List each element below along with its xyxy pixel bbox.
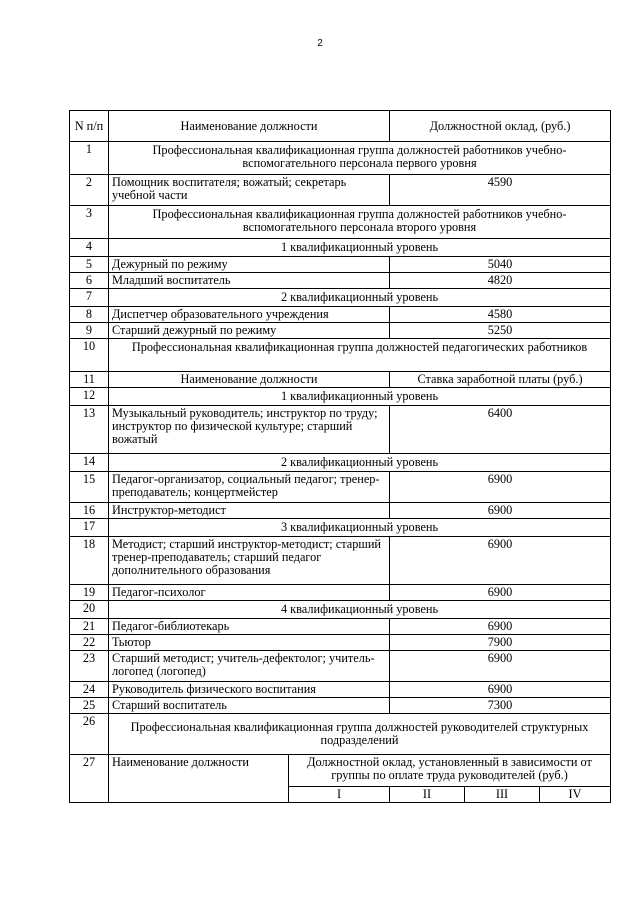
table-row [70, 257, 611, 273]
row-number: 9 [70, 323, 109, 339]
table-row [70, 519, 611, 537]
position-name: Диспетчер образовательного учреждения [109, 307, 390, 323]
group-title: Профессиональная квалификационная группа должностей руководителей структурных подразделений [109, 714, 611, 755]
position-name: Младший воспитатель [109, 273, 390, 289]
salary-value: 5250 [390, 323, 611, 339]
table-row [70, 714, 611, 755]
row-number: 26 [70, 714, 109, 755]
table-row [70, 339, 611, 372]
position-name: Педагог-психолог [109, 585, 390, 601]
salary-value: 4820 [390, 273, 611, 289]
row-number: 6 [70, 273, 109, 289]
salary-value: 6900 [390, 472, 611, 503]
table-header-row [70, 111, 611, 142]
table-row [70, 601, 611, 619]
salary-value: 6900 [390, 537, 611, 585]
salary-value: 6900 [390, 585, 611, 601]
salary-value: 4580 [390, 307, 611, 323]
row-number: 23 [70, 651, 109, 682]
table-row [70, 698, 611, 714]
position-name: Музыкальный руководитель; инструктор по труду; инструктор по физической культуре; старший вожатый [109, 406, 390, 454]
subheader-rate: Ставка заработной платы (руб.) [390, 372, 611, 388]
row-number: 11 [70, 372, 109, 388]
group-title: Профессиональная квалификационная группа должностей педагогических работников [109, 339, 611, 372]
page-number: 2 [317, 38, 323, 49]
subheader-position-name: Наименование должности [109, 755, 289, 803]
row-number: 3 [70, 206, 109, 239]
group-roman-3: III [465, 787, 540, 803]
table-row [70, 142, 611, 175]
row-number: 2 [70, 175, 109, 206]
table-row [70, 537, 611, 585]
table-row [70, 406, 611, 454]
header-salary: Должностной оклад, (руб.) [390, 111, 611, 142]
table-row [70, 619, 611, 635]
table-row [70, 755, 611, 787]
row-number: 18 [70, 537, 109, 585]
table-row [70, 635, 611, 651]
group-roman-4: IV [540, 787, 611, 803]
qualification-level: 4 квалификационный уровень [109, 601, 611, 619]
table-row [70, 585, 611, 601]
qualification-level: 2 квалификационный уровень [109, 454, 611, 472]
group-title: Профессиональная квалификационная группа должностей работников учебно-вспомогательного персонала первого уровня [109, 142, 611, 175]
row-number: 10 [70, 339, 109, 372]
salary-value: 6900 [390, 651, 611, 682]
row-number: 13 [70, 406, 109, 454]
table-row [70, 454, 611, 472]
salary-table [69, 110, 611, 803]
position-name: Педагог-библиотекарь [109, 619, 390, 635]
table-row [70, 472, 611, 503]
position-name: Методист; старший инструктор-методист; старший тренер-преподаватель; старший педагог дополнительного образования [109, 537, 390, 585]
row-number: 12 [70, 388, 109, 406]
row-number: 19 [70, 585, 109, 601]
row-number: 21 [70, 619, 109, 635]
table-row [70, 239, 611, 257]
row-number: 16 [70, 503, 109, 519]
header-position-name: Наименование должности [109, 111, 390, 142]
group-title: Профессиональная квалификационная группа должностей работников учебно-вспомогательного персонала второго уровня [109, 206, 611, 239]
salary-value: 6900 [390, 503, 611, 519]
qualification-level: 1 квалификационный уровень [109, 388, 611, 406]
position-name: Помощник воспитателя; вожатый; секретарь учебной части [109, 175, 390, 206]
qualification-level: 3 квалификационный уровень [109, 519, 611, 537]
group-roman-1: I [289, 787, 390, 803]
table-row [70, 323, 611, 339]
qualification-level: 2 квалификационный уровень [109, 289, 611, 307]
salary-value: 4590 [390, 175, 611, 206]
table-row [70, 651, 611, 682]
subheader-position-name: Наименование должности [109, 372, 390, 388]
table-row [70, 273, 611, 289]
row-number: 17 [70, 519, 109, 537]
row-number: 4 [70, 239, 109, 257]
subheader-salary-by-group: Должностной оклад, установленный в зависимости от группы по оплате труда руководителей (руб.) [289, 755, 611, 787]
position-name: Старший дежурный по режиму [109, 323, 390, 339]
qualification-level: 1 квалификационный уровень [109, 239, 611, 257]
table-row [70, 307, 611, 323]
table-row [70, 388, 611, 406]
header-num: N п/п [70, 111, 109, 142]
salary-value: 7900 [390, 635, 611, 651]
position-name: Руководитель физического воспитания [109, 682, 390, 698]
row-number: 5 [70, 257, 109, 273]
row-number: 20 [70, 601, 109, 619]
row-number: 14 [70, 454, 109, 472]
row-number: 8 [70, 307, 109, 323]
position-name: Тьютор [109, 635, 390, 651]
salary-value: 7300 [390, 698, 611, 714]
position-name: Старший методист; учитель-дефектолог; учитель-логопед (логопед) [109, 651, 390, 682]
row-number: 7 [70, 289, 109, 307]
position-name: Старший воспитатель [109, 698, 390, 714]
position-name: Педагог-организатор, социальный педагог; тренер-преподаватель; концертмейстер [109, 472, 390, 503]
position-name: Дежурный по режиму [109, 257, 390, 273]
salary-value: 6400 [390, 406, 611, 454]
table-row [70, 289, 611, 307]
table-row [70, 682, 611, 698]
table-row [70, 503, 611, 519]
salary-value: 5040 [390, 257, 611, 273]
position-name: Инструктор-методист [109, 503, 390, 519]
salary-value: 6900 [390, 619, 611, 635]
table-row [70, 372, 611, 388]
table-row [70, 206, 611, 239]
row-number: 27 [70, 755, 109, 803]
table-row [70, 175, 611, 206]
row-number: 24 [70, 682, 109, 698]
row-number: 25 [70, 698, 109, 714]
row-number: 22 [70, 635, 109, 651]
row-number: 15 [70, 472, 109, 503]
salary-value: 6900 [390, 682, 611, 698]
row-number: 1 [70, 142, 109, 175]
group-roman-2: II [390, 787, 465, 803]
